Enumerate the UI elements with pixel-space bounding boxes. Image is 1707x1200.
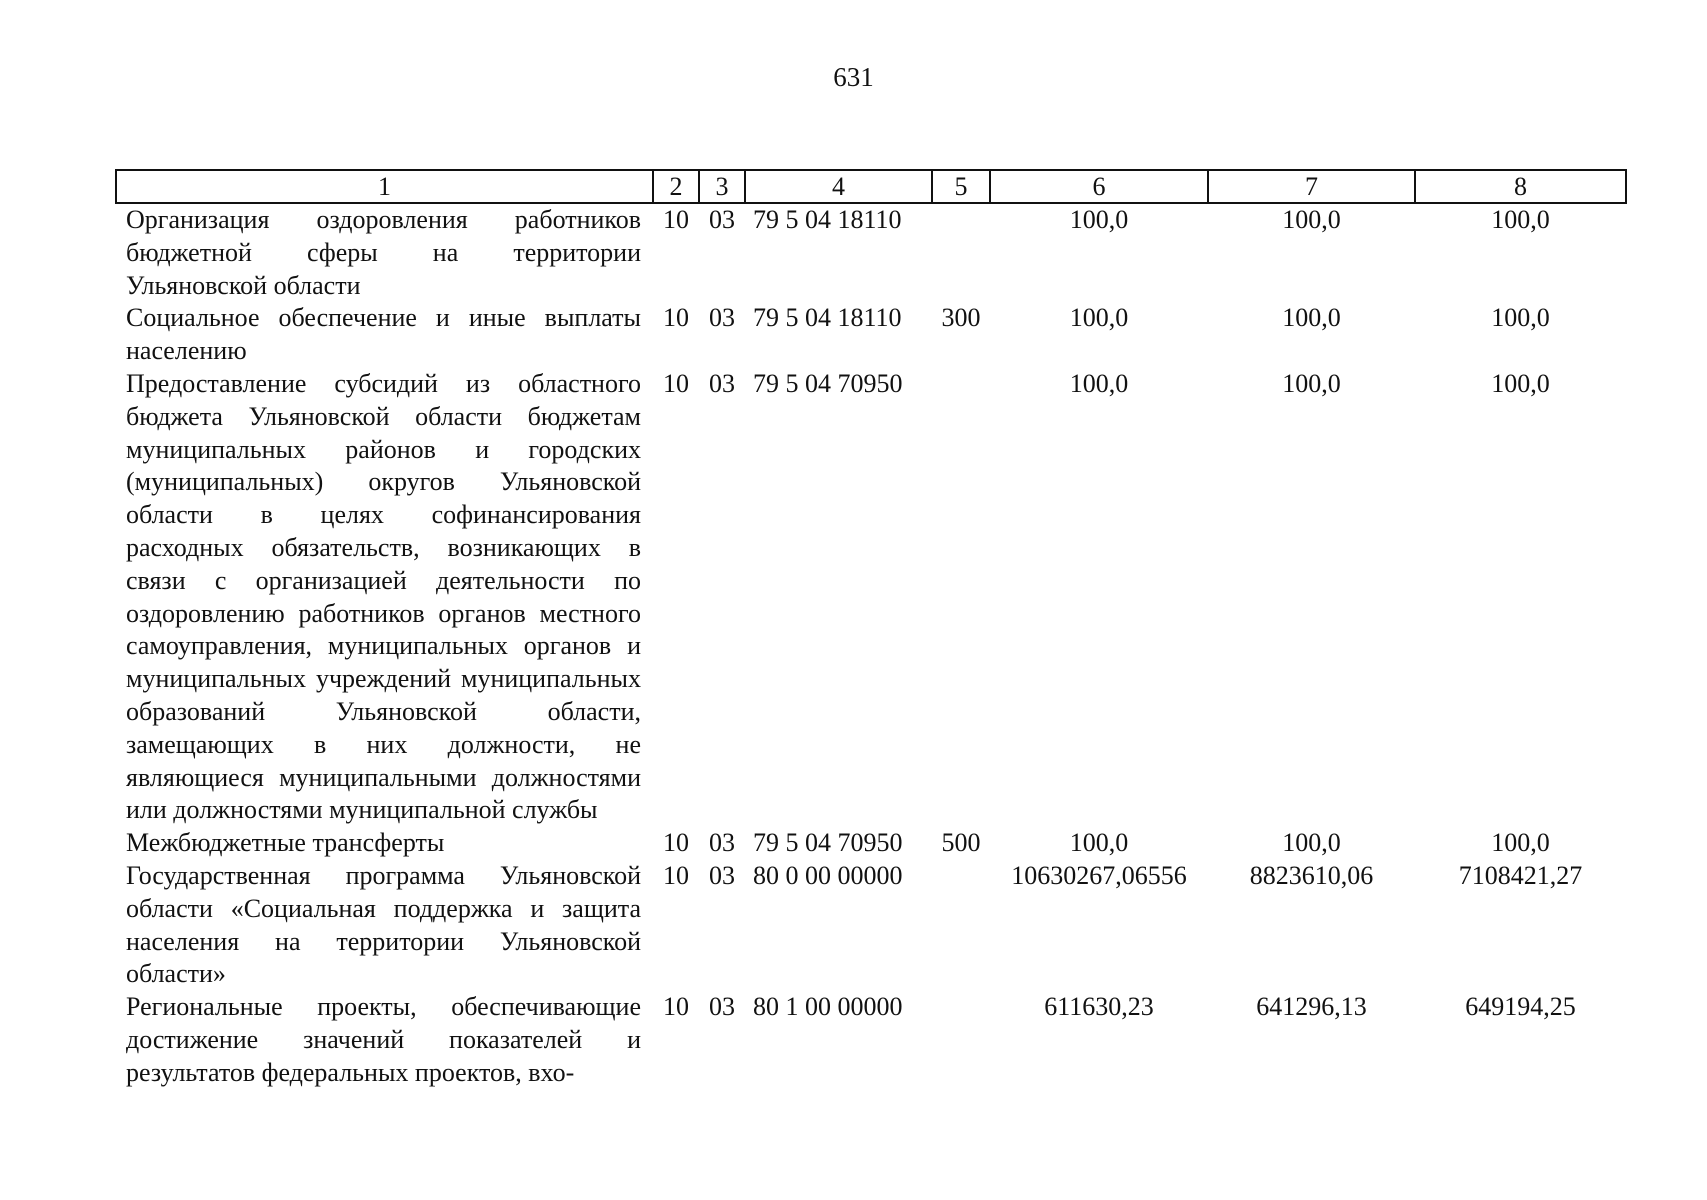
column-header-8: 8 bbox=[1415, 170, 1626, 203]
row-section: 10 bbox=[663, 992, 689, 1022]
column-header-1: 1 bbox=[116, 170, 653, 203]
row-amount-7: 100,0 bbox=[1282, 205, 1341, 234]
row-expense-type bbox=[932, 203, 990, 302]
row-section: 10 bbox=[663, 303, 689, 333]
row-target-code: 79 5 04 70950 bbox=[753, 368, 903, 398]
column-header-2: 2 bbox=[653, 170, 699, 203]
row-name: Государственная программа Ульяновской области «Социальная поддержка и защита населения на территории Ульяновской области» bbox=[126, 860, 641, 989]
row-expense-type: 500 bbox=[941, 828, 981, 858]
table-row bbox=[116, 368, 1626, 827]
row-target-code: 80 1 00 00000 bbox=[753, 992, 903, 1022]
row-expense-type: 300 bbox=[941, 303, 981, 333]
column-header-5: 5 bbox=[932, 170, 990, 203]
row-target-code: 79 5 04 18110 bbox=[753, 205, 902, 234]
row-name: Региональные проекты, обеспечивающие достижение значений показателей и результатов федеральных проектов, вхо- bbox=[126, 992, 641, 1087]
row-amount-8: 100,0 bbox=[1491, 368, 1550, 398]
row-name: Межбюджетные трансферты bbox=[126, 828, 445, 858]
row-amount-6: 611630,23 bbox=[1044, 992, 1154, 1022]
row-amount-6: 100,0 bbox=[1069, 303, 1129, 333]
row-expense-type bbox=[932, 991, 990, 1089]
row-section: 10 bbox=[663, 860, 689, 890]
row-target-code: 79 5 04 18110 bbox=[753, 303, 902, 333]
row-subsection: 03 bbox=[709, 205, 735, 234]
table-row bbox=[116, 860, 1626, 991]
table-row bbox=[116, 302, 1626, 368]
row-name: Предоставление субсидий из областного бюджета Ульяновской области бюджетам муниципальных районов и городских (муниципальных) округов Ульяновской области в целях софинансирования расходных обязательств, возникающих в связи с организацией деятельности по оздоровлению работников органов местного самоуправления, муниципальных органов и муниципальных учреждений муниципальных образований Ульяновской области, замещающих в них должности, не являющиеся муниципальными должностями или должностями муниципальной службы bbox=[126, 368, 641, 825]
table-row bbox=[116, 991, 1626, 1089]
row-amount-7: 100,0 bbox=[1282, 303, 1341, 333]
row-amount-6: 10630267,06556 bbox=[1011, 860, 1187, 890]
row-section: 10 bbox=[663, 368, 689, 398]
column-header-6: 6 bbox=[990, 170, 1208, 203]
column-header-4: 4 bbox=[745, 170, 932, 203]
row-amount-7: 100,0 bbox=[1282, 368, 1341, 398]
row-amount-8: 100,0 bbox=[1491, 205, 1550, 234]
row-amount-8: 649194,25 bbox=[1465, 992, 1576, 1022]
row-amount-8: 7108421,27 bbox=[1458, 860, 1583, 890]
page-number: 631 bbox=[833, 62, 874, 92]
row-amount-6: 100,0 bbox=[1069, 828, 1129, 858]
row-name: Организация оздоровления работников бюджетной сферы на территории Ульяновской области bbox=[126, 205, 641, 300]
row-amount-7: 100,0 bbox=[1282, 828, 1341, 858]
row-subsection: 03 bbox=[709, 368, 735, 398]
column-header-3: 3 bbox=[699, 170, 745, 203]
row-amount-8: 100,0 bbox=[1491, 828, 1550, 858]
table-row bbox=[116, 203, 1626, 302]
row-target-code: 79 5 04 70950 bbox=[753, 828, 903, 858]
column-header-7: 7 bbox=[1208, 170, 1415, 203]
row-section: 10 bbox=[663, 828, 689, 858]
header-row bbox=[116, 170, 1626, 203]
row-subsection: 03 bbox=[709, 992, 735, 1022]
row-name: Социальное обеспечение и иные выплаты населению bbox=[126, 303, 641, 366]
table-row bbox=[116, 827, 1626, 860]
row-amount-7: 8823610,06 bbox=[1249, 860, 1374, 890]
row-amount-8: 100,0 bbox=[1491, 303, 1550, 333]
row-expense-type bbox=[932, 860, 990, 991]
row-subsection: 03 bbox=[709, 828, 735, 858]
budget-table bbox=[115, 169, 1627, 1090]
row-subsection: 03 bbox=[709, 303, 735, 333]
row-expense-type bbox=[932, 368, 990, 827]
row-amount-6: 100,0 bbox=[1069, 368, 1129, 398]
row-target-code: 80 0 00 00000 bbox=[753, 860, 903, 890]
row-amount-7: 641296,13 bbox=[1256, 992, 1367, 1022]
row-section: 10 bbox=[663, 205, 689, 234]
row-subsection: 03 bbox=[709, 860, 735, 890]
row-amount-6: 100,0 bbox=[1069, 205, 1129, 234]
